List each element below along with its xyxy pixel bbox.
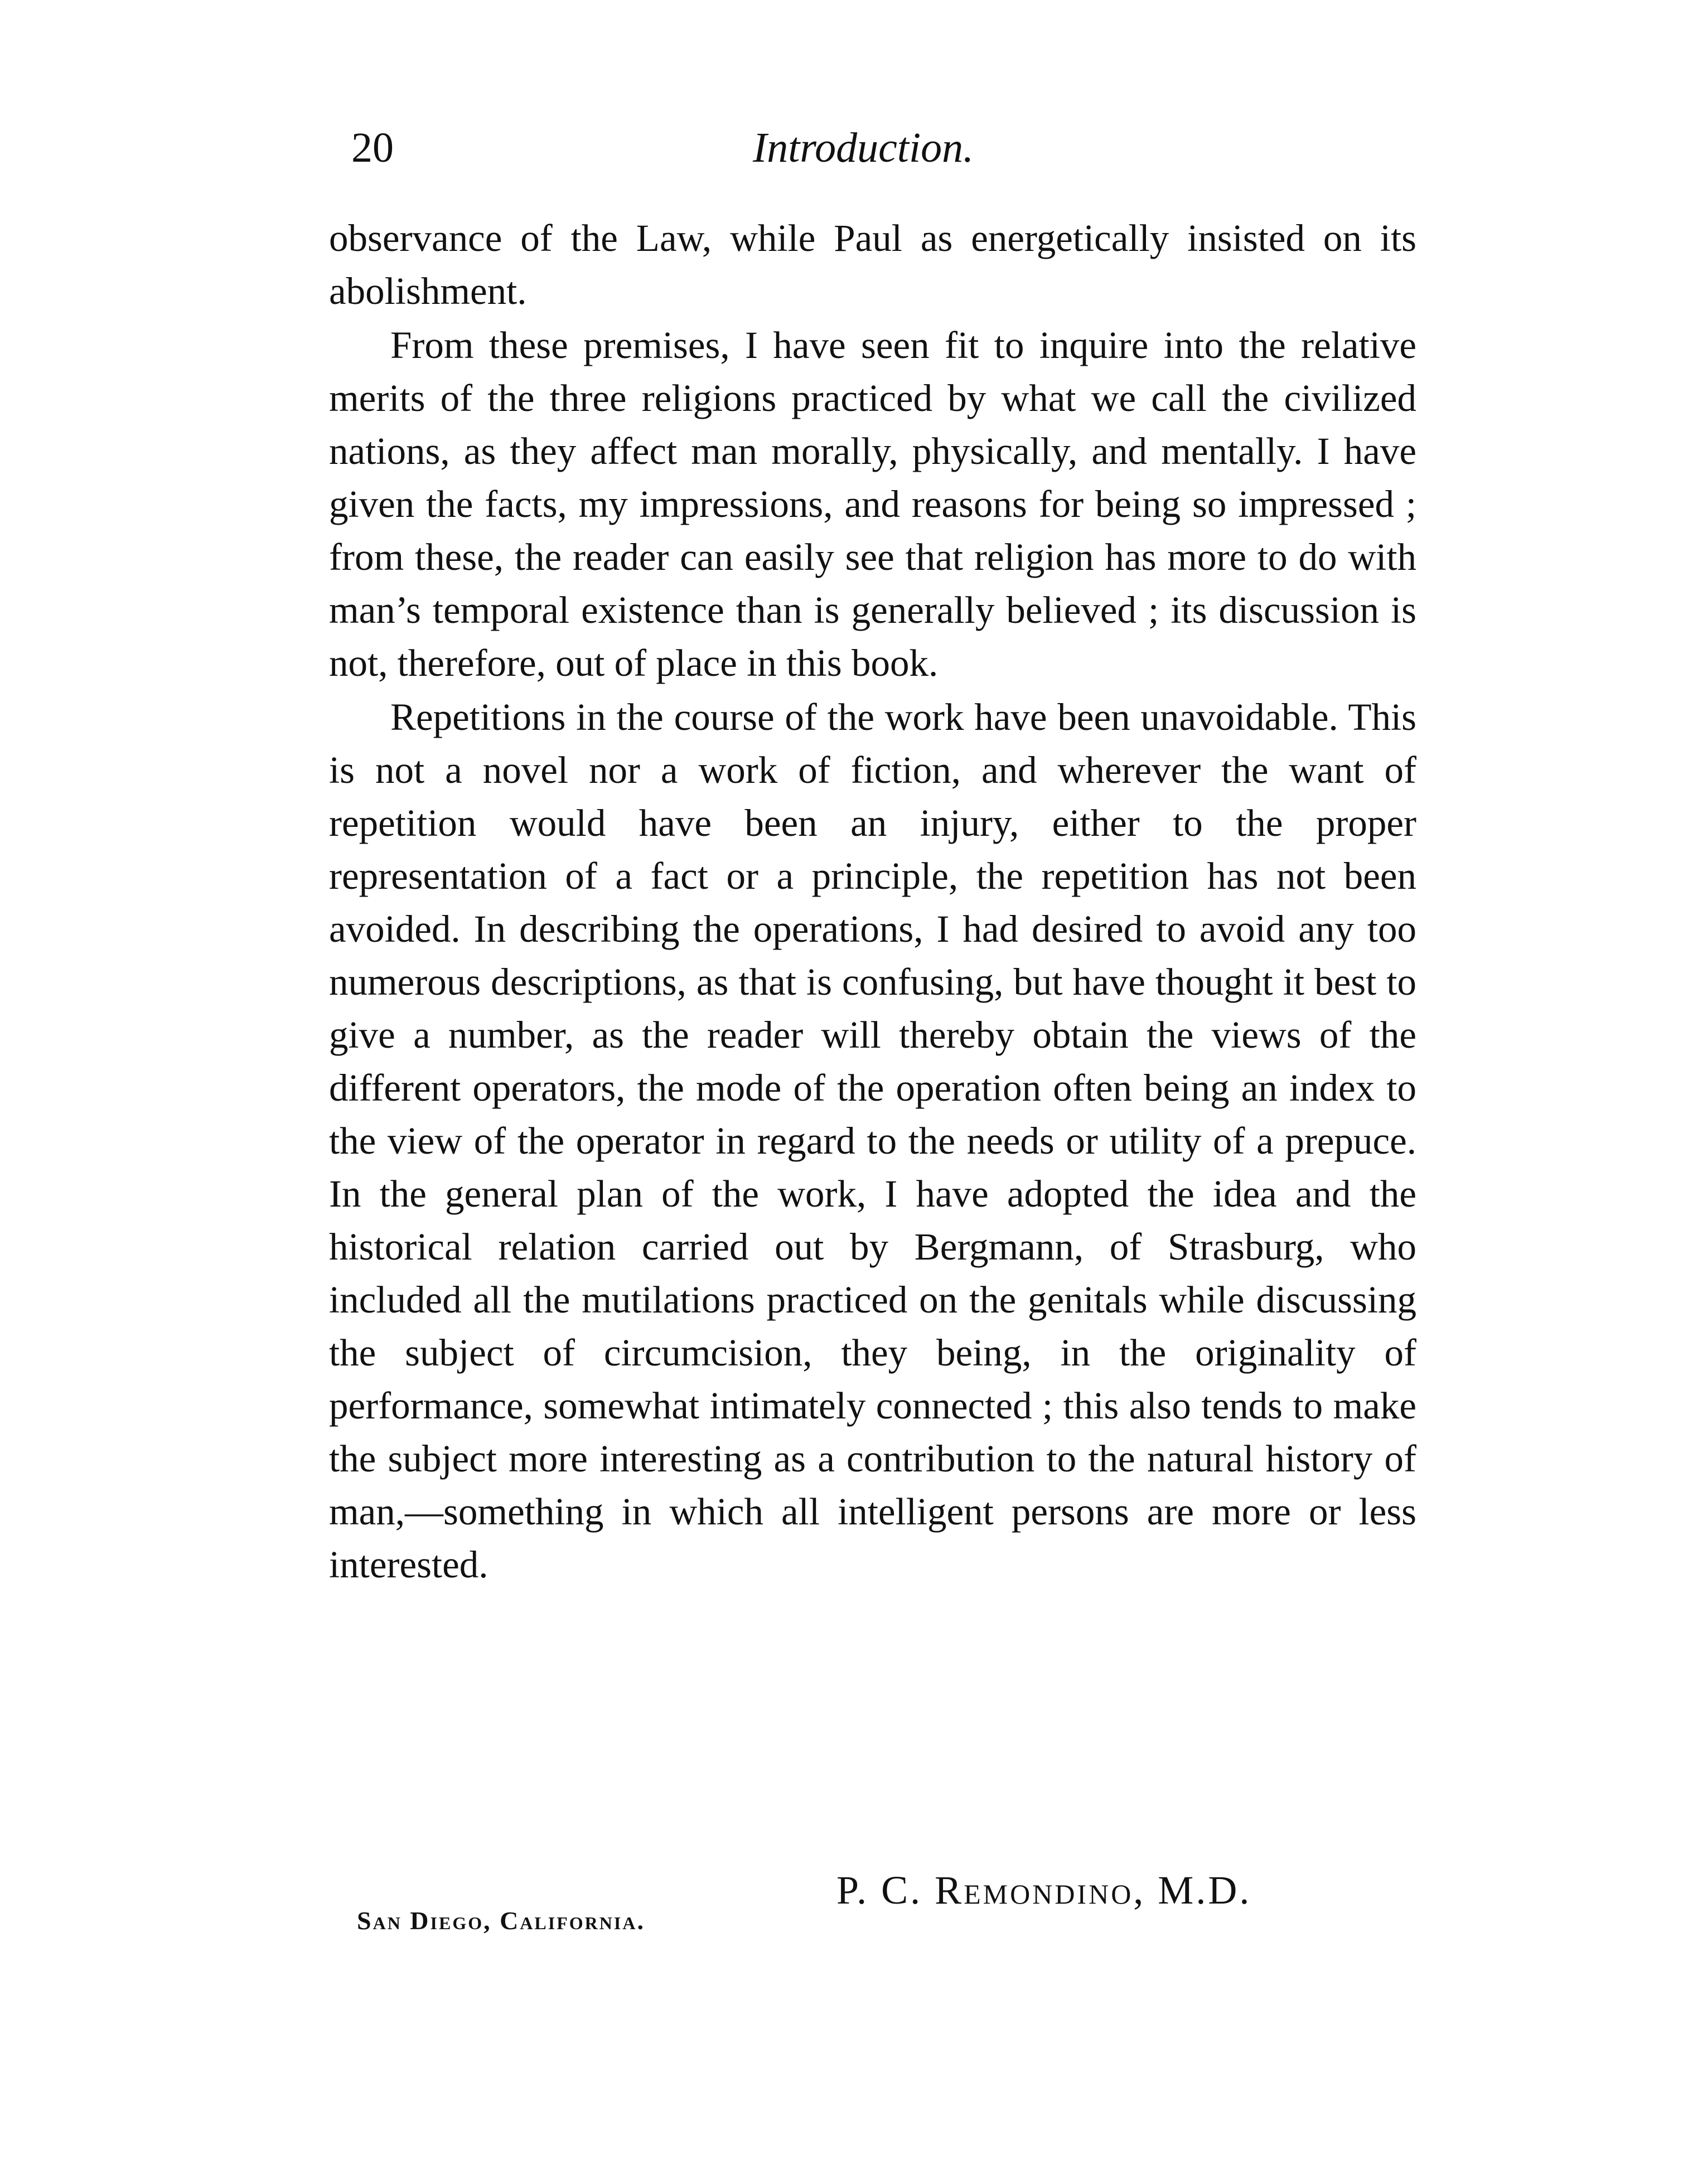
page-header [351,120,1400,181]
signoff-location: San Diego, California. [357,1906,645,1935]
signoff [351,1865,1400,1943]
paragraph-continued: observance of the Law, while Paul as energetically insisted on its abolishment. [329,217,1416,312]
running-head: Introduction. [753,124,974,171]
paragraph: Repetitions in the course of the work have been unavoidable. This is not a novel nor a work of fiction, and wherever the want of repetition would have been an injury, either to the proper representation of a fact or a principle, the repetition has not been avoided. In describing the operations, I had desired to avoid any too numerous descriptions, as that is confusing, but have thought it best to give a number, as the reader will thereby obtain the views of the different operators, the mode of the operation often being an index to the view of the operator in regard to the needs or utility of a prepuce. In the general plan of the work, I have adopted the idea and the historical relation carried out by Bergmann, of Strasburg, who included all the mutilations practiced on the genitals while discussing the subject of circumcision, they being, in the originality of performance, somewhat intimately connected ; this also tends to make the subject more interesting as a contribution to the natural history of man,—something in which all intelligent persons are more or less interested. [329,696,1416,1586]
signoff-author: P. C. Remondino, M.D. [836,1868,1252,1912]
page-number: 20 [351,124,394,171]
paragraph: From these premises, I have seen fit to inquire into the relative merits of the three religions practiced by what we call the civilized nations, as they affect man morally, physically, and mentally. I have given the facts, my impressions, and reasons for being so impressed ; from these, the reader can easily see that religion has more to do with man’s temporal existence than is generally believed ; its discussion is not, therefore, out of place in this book. [329,324,1416,684]
body-text [329,212,1416,1591]
